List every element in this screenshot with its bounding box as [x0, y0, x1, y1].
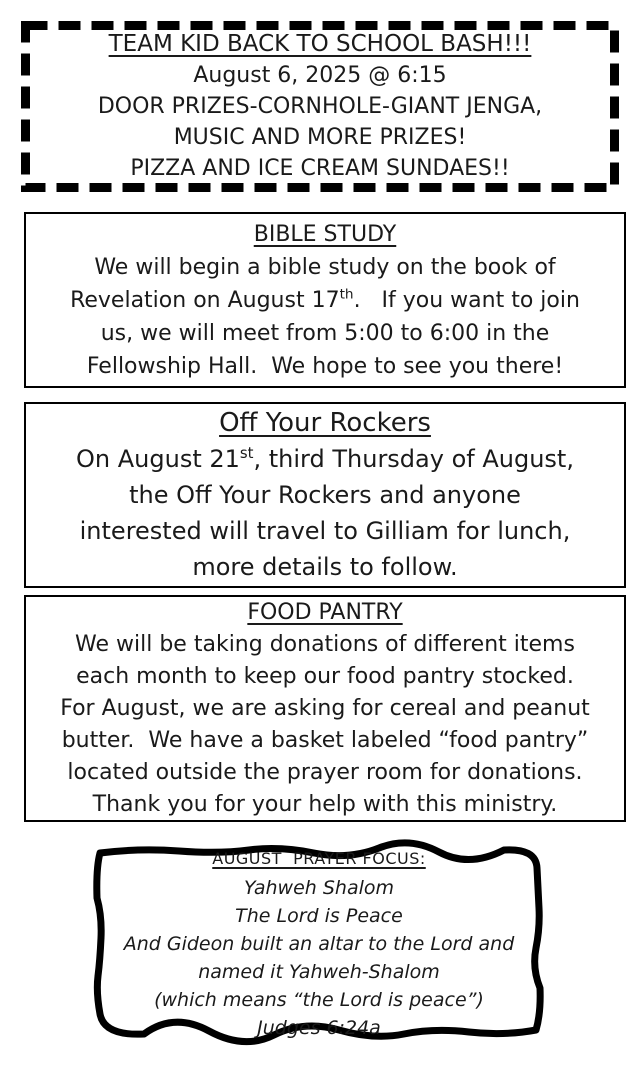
- food-pantry-title: FOOD PANTRY: [247, 599, 403, 625]
- section-prayer-focus: [84, 838, 554, 1047]
- text-line: Yahweh Shalom: [243, 876, 394, 899]
- text-line: more details to follow.: [192, 553, 458, 581]
- text-line: August 6, 2025 @ 6:15: [193, 63, 447, 88]
- text-line: the Off Your Rockers and anyone: [129, 481, 521, 509]
- text-line: Thank you for your help with this ministry.: [92, 791, 558, 817]
- text-line: named it Yahweh-Shalom: [198, 960, 440, 983]
- text-segment: . If you want to join: [353, 287, 580, 313]
- text-line: interested will travel to Gilliam for lunch,: [79, 517, 571, 545]
- text-line: We will begin a bible study on the book of: [94, 254, 556, 280]
- section-bible-study: [24, 212, 626, 388]
- section-content: [26, 597, 624, 821]
- text-line: [70, 284, 580, 317]
- food-pantry-body: [60, 629, 590, 821]
- bash-body: [98, 60, 542, 184]
- section-off-your-rockers: [24, 402, 626, 588]
- text-line: Judges 6:24a: [257, 1016, 381, 1039]
- off-your-rockers-body: [76, 441, 574, 585]
- text-line: We will be taking donations of different items: [75, 631, 575, 657]
- text-segment: Revelation on August 17: [70, 287, 340, 313]
- bible-study-title: BIBLE STUDY: [253, 221, 397, 247]
- prayer-focus-body: [124, 874, 515, 1042]
- text-line: butter. We have a basket labeled “food pantry”: [61, 727, 589, 753]
- section-content: [26, 405, 624, 585]
- section-content: [20, 29, 620, 184]
- ordinal-superscript: st: [239, 444, 254, 462]
- section-content: [26, 218, 624, 383]
- text-line: MUSIC AND MORE PRIZES!: [173, 125, 467, 150]
- off-your-rockers-title: Off Your Rockers: [219, 408, 431, 438]
- text-line: (which means “the Lord is peace”): [154, 988, 484, 1011]
- section-food-pantry: [24, 595, 626, 822]
- text-segment: On August 21: [76, 445, 240, 473]
- text-line: Fellowship Hall. We hope to see you there!: [86, 353, 564, 379]
- section-content: [84, 844, 554, 1042]
- text-line: For August, we are asking for cereal and peanut: [60, 695, 590, 721]
- text-segment: , third Thursday of August,: [253, 445, 574, 473]
- text-line: The Lord is Peace: [235, 904, 403, 927]
- text-line: [76, 441, 574, 477]
- prayer-focus-title: AUGUST PRAYER FOCUS:: [212, 848, 426, 868]
- text-line: DOOR PRIZES-CORNHOLE-GIANT JENGA,: [97, 94, 543, 119]
- bash-title: TEAM KID BACK TO SCHOOL BASH!!!: [108, 31, 532, 57]
- ordinal-superscript: th: [339, 286, 354, 303]
- bible-study-body: [70, 251, 580, 383]
- text-line: each month to keep our food pantry stocked.: [76, 663, 574, 689]
- text-line: PIZZA AND ICE CREAM SUNDAES!!: [130, 156, 510, 181]
- text-line: us, we will meet from 5:00 to 6:00 in the: [100, 320, 550, 346]
- text-line: And Gideon built an altar to the Lord and: [123, 932, 515, 955]
- text-line: located outside the prayer room for donations.: [67, 759, 583, 785]
- section-back-to-school-bash: [20, 20, 620, 193]
